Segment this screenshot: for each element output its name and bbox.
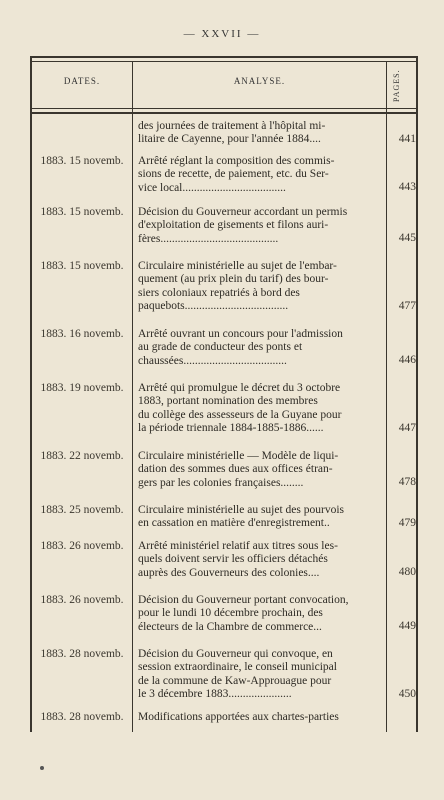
row-analyse-line: gers par les colonies françaises........ [138, 476, 304, 489]
row-analyse [138, 155, 384, 195]
column-header-dates: DATES. [63, 76, 101, 86]
row-analyse-line: Décision du Gouverneur portant convocation, [138, 594, 349, 606]
row-analyse-line: 1883, portant nomination des membres [138, 395, 318, 408]
row-page: 443 [398, 181, 416, 193]
row-analyse-line: auprès des Gouverneurs des colonies.... [138, 566, 320, 579]
row-analyse [138, 450, 384, 490]
row-page: 441 [398, 133, 416, 145]
row-page: 450 [398, 688, 416, 700]
row-analyse-line: pour le lundi 10 décembre prochain, des [138, 607, 323, 620]
row-analyse-line: Modifications apportées aux chartes-parties [138, 711, 339, 723]
row-analyse-line: Arrêté ministériel relatif aux titres sous les- [138, 540, 338, 552]
row-analyse-line: siers coloniaux repatriés à bord des [138, 286, 300, 299]
row-date: 1883. 19 novemb. [40, 382, 124, 394]
row-date: 1883. 26 novemb. [40, 594, 124, 606]
row-page: 449 [398, 620, 416, 632]
row-date: 1883. 15 novemb. [40, 155, 124, 167]
row-date: 1883. 16 novemb. [40, 328, 124, 340]
row-analyse [138, 504, 384, 531]
row-page: 479 [398, 517, 416, 529]
top-rule [30, 56, 418, 62]
row-analyse [138, 382, 384, 436]
row-analyse-line: des journées de traitement à l'hôpital mi- [138, 120, 326, 132]
row-analyse-line: dation des sommes dues aux offices étran- [138, 463, 333, 476]
row-page: 446 [398, 354, 416, 366]
column-divider-dates [132, 62, 133, 732]
column-header-analyse: ANALYSE. [233, 76, 286, 86]
row-analyse-line: vice local.................................... [138, 181, 286, 194]
row-analyse [138, 120, 384, 147]
row-analyse-line: session extraordinaire, le conseil municipal [138, 661, 337, 674]
row-date: 1883. 28 novemb. [40, 648, 124, 660]
row-analyse-line: Circulaire ministérielle au sujet des pourvois [138, 504, 344, 516]
row-analyse [138, 594, 384, 634]
header-rule [32, 108, 416, 114]
row-page: 445 [398, 232, 416, 244]
row-analyse-line: au grade de conducteur des ponts et [138, 341, 303, 354]
row-analyse-line: en cassation en matière d'enregistrement.. [138, 517, 330, 530]
row-analyse-line: Décision du Gouverneur accordant un permis [138, 206, 348, 218]
column-header-pages: PAGES. [392, 69, 401, 102]
row-analyse-line: la période triennale 1884-1885-1886...... [138, 422, 324, 435]
row-analyse-line: d'exploitation de gisements et filons auri- [138, 219, 329, 232]
row-analyse [138, 260, 384, 314]
row-analyse-line: quement (au prix plein du tarif) des bour- [138, 273, 329, 286]
row-analyse-line: Arrêté qui promulgue le décret du 3 octobre [138, 382, 341, 394]
row-analyse [138, 711, 384, 724]
row-analyse-line: litaire de Cayenne, pour l'année 1884.... [138, 133, 321, 146]
row-analyse [138, 540, 384, 580]
row-analyse-line: électeurs de la Chambre de commerce... [138, 620, 322, 633]
row-analyse-line: chaussées.................................... [138, 354, 287, 367]
row-analyse-line: Arrêté ouvrant un concours pour l'admission [138, 328, 343, 340]
row-analyse-line: Circulaire ministérielle au sujet de l'embar- [138, 260, 337, 272]
row-analyse-line: le 3 décembre 1883...................... [138, 688, 292, 701]
row-date: 1883. 22 novemb. [40, 450, 124, 462]
row-date: 1883. 28 novemb. [40, 711, 124, 723]
row-date: 1883. 26 novemb. [40, 540, 124, 552]
row-analyse [138, 648, 384, 702]
row-analyse-line: sions de recette, de paiement, etc. du Ser- [138, 168, 329, 181]
row-date: 1883. 15 novemb. [40, 206, 124, 218]
row-analyse-line: du collège des assesseurs de la Guyane pour [138, 408, 342, 421]
column-divider-pages [386, 62, 387, 732]
index-table [30, 56, 418, 732]
row-analyse-line: Circulaire ministérielle — Modèle de liqui- [138, 450, 339, 462]
paper-speck [40, 766, 44, 770]
row-analyse-line: paquebots.................................... [138, 300, 289, 313]
row-page: 480 [398, 566, 416, 578]
row-analyse-line: de la commune de Kaw-Approuague pour [138, 674, 332, 687]
row-date: 1883. 15 novemb. [40, 260, 124, 272]
row-analyse-line: Décision du Gouverneur qui convoque, en [138, 648, 333, 660]
row-page: 478 [398, 476, 416, 488]
row-analyse-line: Arrêté réglant la composition des commis- [138, 155, 335, 167]
row-date: 1883. 25 novemb. [40, 504, 124, 516]
row-page: 477 [398, 300, 416, 312]
row-analyse [138, 206, 384, 246]
page-number-header: — XXVII — [183, 28, 261, 40]
row-analyse-line: fères......................................... [138, 232, 279, 245]
row-page: 447 [398, 422, 416, 434]
row-analyse-line: quels doivent servir les officiers détachés [138, 553, 328, 566]
row-analyse [138, 328, 384, 368]
